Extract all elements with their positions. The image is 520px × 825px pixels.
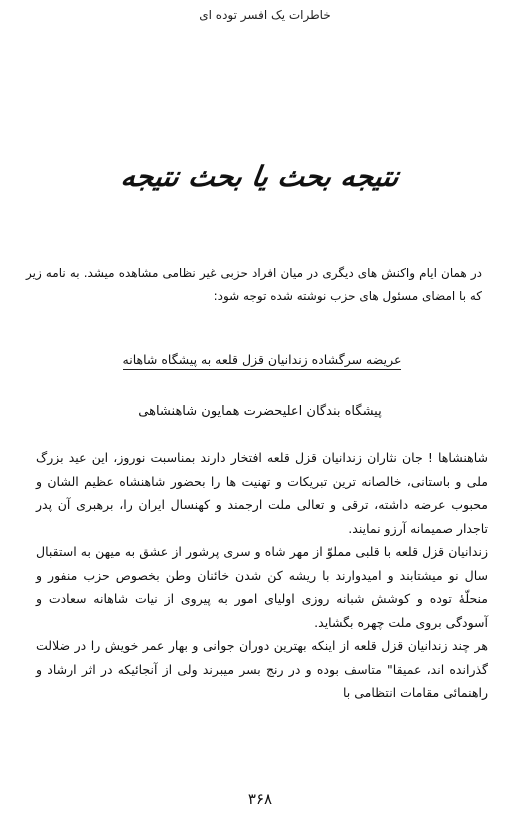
chapter-title: نتیجه بحث یا بحث نتیجه bbox=[118, 160, 402, 193]
petition-salutation: پیشگاه بندگان اعلیحضرت همایون شاهنشاهی bbox=[138, 404, 382, 419]
body-paragraph-3: هر چند زندانیان قزل قلعه از اینکه بهترین دوران جوانی و بهار عمر خویش را در ضلالت گذرانده اند، عمیقا" متاسف بوده و در رنج بسر میبرند ولی از آنجائیکه در اثر ارشاد و راهنمائی مقامات انتظامی با bbox=[36, 638, 488, 700]
petition-title-text: عریضه سرگشاده زندانیان قزل قلعه به پیشگاه شاهانه bbox=[123, 352, 402, 370]
intro-paragraph: در همان ایام واکنش های دیگری در میان افراد حزبی غیر نظامی مشاهده میشد. به نامه زیر که با امضای مسئول های حزب نوشته شده توجه شود: bbox=[26, 266, 482, 303]
page-number: ۳۶۸ bbox=[247, 790, 273, 808]
petition-title bbox=[92, 352, 432, 367]
petition-body bbox=[36, 446, 488, 705]
body-paragraph-2: زندانیان قزل قلعه با قلبی مملوّ از مهر شاه و سری پرشور از عشق به میهن به استقبال سال نو میشتابند و امیدوارند با ریشه کن شدن خائنان وطن بخصوص حزب منفور و منحلّهٔ توده و کوشش شبانه روزی اولیای امور به پیروی از نیات شاهانه سعادت و آسودگی بروی ملت چهره بگشاید. bbox=[36, 544, 488, 630]
running-header: خاطرات یک افسر توده ای bbox=[199, 8, 331, 22]
body-paragraph-1: شاهنشاها ! جان نثاران زندانیان قزل قلعه افتخار دارند بمناسبت نوروز، این عید بزرگ ملی و باستانی، خالصانه ترین تبریکات و تهنیت ها را بحضور شاهنشاه عظیم الشان و محبوب عرضه داشته، ترقی و تعالی ملت ارجمند و کهنسال ایران را، برهبری آن پدر تاجدار صمیمانه آرزو نمایند. bbox=[36, 450, 488, 536]
